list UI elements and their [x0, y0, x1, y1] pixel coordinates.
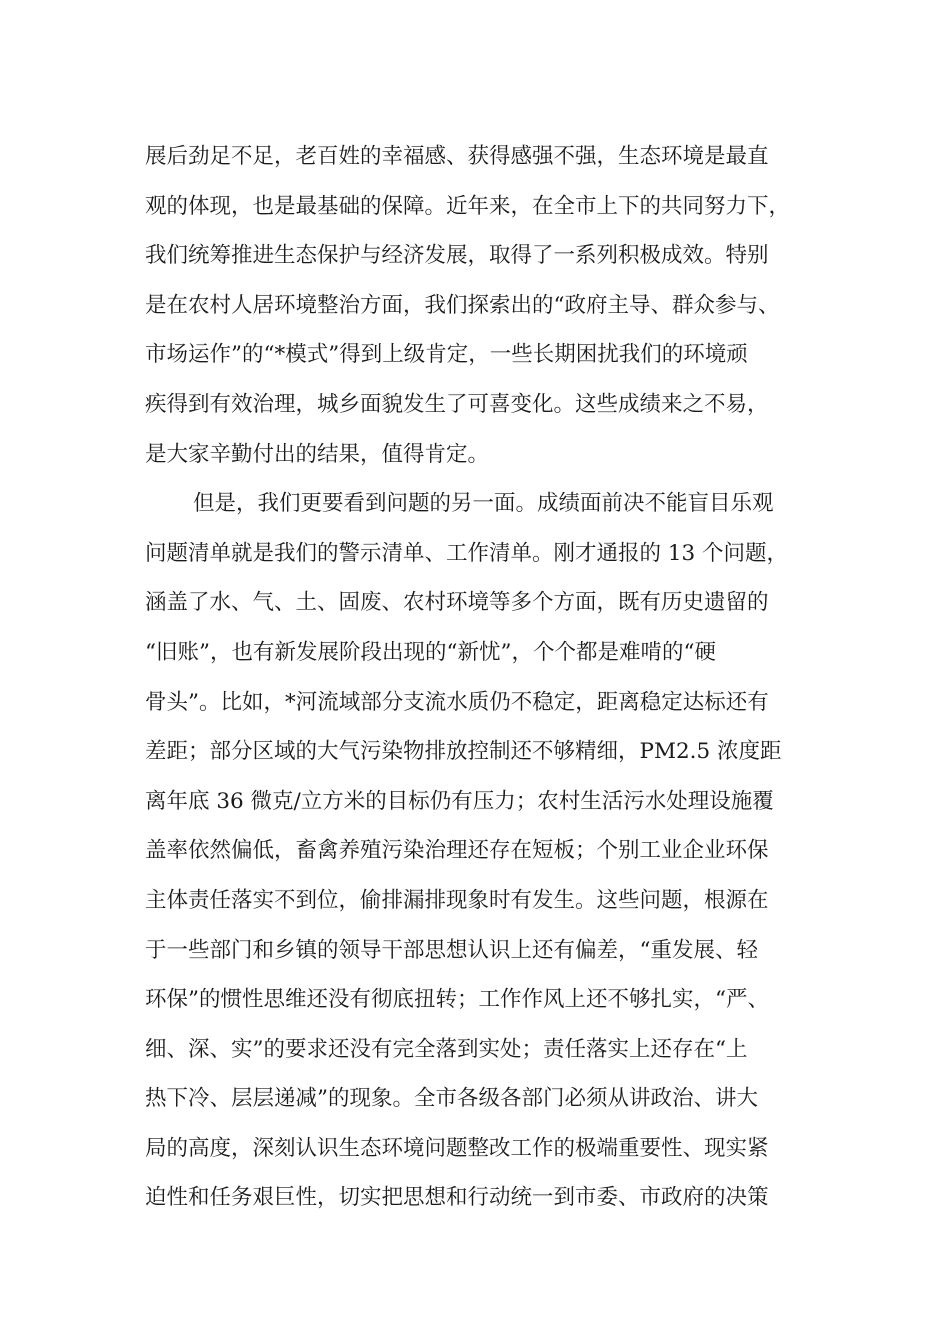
text-line: 局的高度，深刻认识生态环境问题整改工作的极端重要性、现实紧 — [145, 1135, 769, 1161]
text-line: 市场运作”的“*模式”得到上级肯定，一些长期困扰我们的环境顽 — [145, 342, 748, 368]
text-line: 离年底 36 微克/立方米的目标仍有压力；农村生活污水处理设施覆 — [145, 788, 774, 814]
text-line: 观的体现，也是最基础的保障。近年来，在全市上下的共同努力下， — [145, 193, 791, 219]
body-text — [145, 132, 825, 1223]
text-line: 于一些部门和乡镇的领导干部思想认识上还有偏差，“重发展、轻 — [145, 937, 758, 963]
text-line: 迫性和任务艰巨性，切实把思想和行动统一到市委、市政府的决策 — [145, 1185, 769, 1211]
text-line: 是在农村人居环境整治方面，我们探索出的“政府主导、群众参与、 — [145, 292, 780, 318]
paragraph-1 — [145, 132, 825, 479]
paragraph-2 — [145, 479, 825, 1223]
text-line: 热下冷、层层递减”的现象。全市各级各部门必须从讲政治、讲大 — [145, 1086, 758, 1112]
text-line: 涵盖了水、气、土、固废、农村环境等多个方面，既有历史遗留的 — [145, 590, 769, 616]
text-line-first: 但是，我们更要看到问题的另一面。成绩面前决不能盲目乐观 — [193, 491, 774, 517]
text-line: 问题清单就是我们的警示清单、工作清单。刚才通报的 13 个问题， — [145, 540, 789, 566]
text-line: 主体责任落实不到位，偷排漏排现象时有发生。这些问题，根源在 — [145, 887, 769, 913]
text-line: 骨头”。比如，*河流域部分支流水质仍不稳定，距离稳定达标还有 — [145, 689, 769, 715]
text-line: 环保”的惯性思维还没有彻底扭转；工作作风上还不够扎实，“严、 — [145, 987, 769, 1013]
text-line: 疾得到有效治理，城乡面貌发生了可喜变化。这些成绩来之不易， — [145, 391, 769, 417]
text-line: 是大家辛勤付出的结果，值得肯定。 — [145, 441, 490, 467]
text-line: 细、深、实”的要求还没有完全落到实处；责任落实上还存在“上 — [145, 1036, 748, 1062]
text-line: 展后劲足不足，老百姓的幸福感、获得感强不强，生态环境是最直 — [145, 144, 769, 169]
text-line: “旧账”，也有新发展阶段出现的“新忧”，个个都是难啃的“硬 — [145, 639, 716, 665]
text-line: 差距；部分区域的大气污染物排放控制还不够精细，PM2.5 浓度距 — [145, 739, 782, 765]
text-line: 我们统筹推进生态保护与经济发展，取得了一系列积极成效。特别 — [145, 243, 769, 269]
text-line: 盖率依然偏低，畜禽养殖污染治理还存在短板；个别工业企业环保 — [145, 838, 769, 864]
